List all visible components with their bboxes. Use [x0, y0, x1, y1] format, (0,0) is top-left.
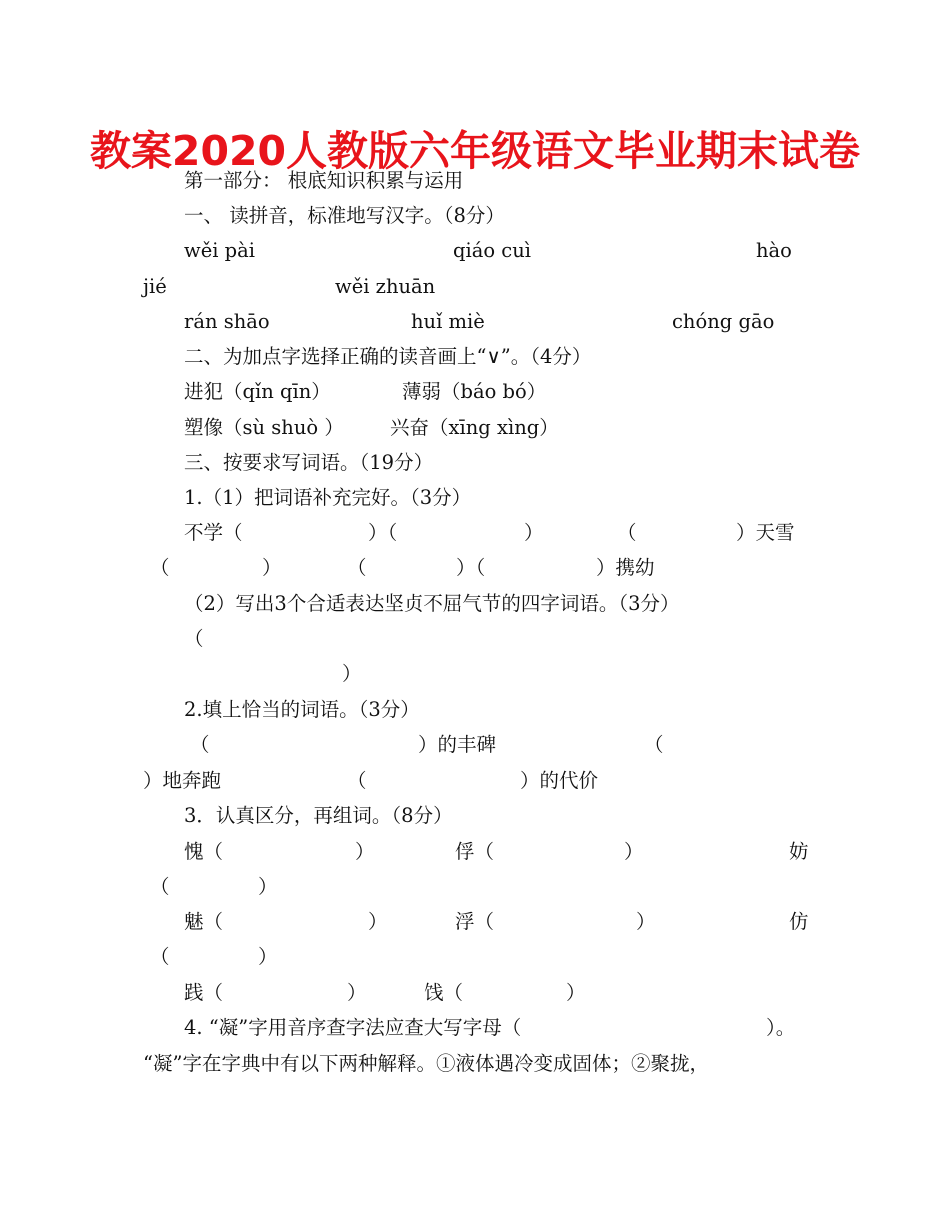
- blank-text: ）（: [368, 521, 398, 544]
- blank-text: （: [644, 733, 664, 756]
- blank-text: （: [150, 945, 170, 968]
- reading-choice: 兴奋（xīng xìng）: [390, 416, 559, 439]
- blank-text: 浮（: [455, 910, 495, 933]
- blank-text: ）: [524, 521, 544, 544]
- blank-text: 妨: [789, 840, 809, 863]
- blank-text: ）的丰碑: [418, 733, 497, 756]
- blank-text: （: [347, 556, 367, 579]
- blank-text: ）: [368, 910, 388, 933]
- blank-text: ）地奔跑: [143, 769, 222, 792]
- blank-text: 仿: [789, 910, 809, 933]
- pinyin-item: wěi pài: [184, 239, 256, 262]
- pinyin-item: huǐ miè: [411, 310, 485, 333]
- paragraph-line: “凝”字在字典中有以下两种解释。①液体遇冷变成固体；②聚拢，: [143, 1052, 709, 1075]
- blank-text: ）。: [766, 1016, 796, 1039]
- blank-text: ）（: [456, 556, 486, 579]
- blank-text: ）天雪: [736, 521, 795, 544]
- blank-text: 魅（: [184, 910, 224, 933]
- blank-text: ）: [262, 556, 282, 579]
- blank-text: ）: [355, 840, 375, 863]
- pinyin-item: hào: [756, 239, 792, 262]
- blank-text: ）携幼: [596, 556, 655, 579]
- blank-text: （: [190, 733, 210, 756]
- sub-question: 3．认真区分，再组词。（8分）: [184, 804, 453, 827]
- blank-text: ）: [566, 981, 586, 1004]
- pinyin-item: jié: [143, 275, 167, 298]
- blank-text: ）: [342, 662, 362, 685]
- pinyin-item: wěi zhuān: [335, 275, 436, 298]
- blank-text: （: [150, 556, 170, 579]
- sub-question: 2.填上恰当的词语。（3分）: [184, 698, 420, 721]
- reading-choice: 薄弱（báo bó）: [402, 380, 547, 403]
- blank-text: 俘（: [455, 840, 495, 863]
- blank-text: 饯（: [424, 981, 464, 1004]
- blank-text: 不学（: [184, 521, 243, 544]
- pinyin-item: chóng gāo: [672, 310, 775, 333]
- blank-text: ）: [624, 840, 644, 863]
- sub-question: 1.（1）把词语补充完好。（3分）: [184, 486, 472, 509]
- blank-text: 愧（: [184, 840, 224, 863]
- document-title: 教案2020人教版六年级语文毕业期末试卷: [89, 127, 861, 175]
- blank-text: ）的代价: [520, 769, 599, 792]
- q1-heading: 一、 读拼音，标准地写汉字。（8分）: [184, 204, 505, 227]
- blank-text: （: [347, 769, 367, 792]
- sub-question: 4. “凝”字用音序查字法应查大写字母（: [184, 1016, 522, 1039]
- part-heading: 第一部分： 根底知识积累与运用: [184, 169, 464, 192]
- blank-text: ）: [347, 981, 367, 1004]
- blank-text: ）: [636, 910, 656, 933]
- q2-heading: 二、为加点字选择正确的读音画上“∨”。（4分）: [184, 345, 592, 368]
- reading-choice: 进犯（qǐn qīn）: [184, 380, 331, 403]
- pinyin-item: rán shāo: [184, 310, 270, 333]
- q3-heading: 三、按要求写词语。（19分）: [184, 451, 434, 474]
- pinyin-item: qiáo cuì: [453, 239, 531, 262]
- sub-question: （2）写出3个合适表达坚贞不屈气节的四字词语。（3分）: [184, 592, 680, 615]
- reading-choice: 塑像（sù shuò ）: [184, 416, 344, 439]
- blank-text: 践（: [184, 981, 224, 1004]
- blank-text: （: [184, 627, 204, 650]
- blank-text: （: [617, 521, 637, 544]
- blank-text: ）: [258, 945, 278, 968]
- blank-text: ）: [258, 875, 278, 898]
- blank-text: （: [150, 875, 170, 898]
